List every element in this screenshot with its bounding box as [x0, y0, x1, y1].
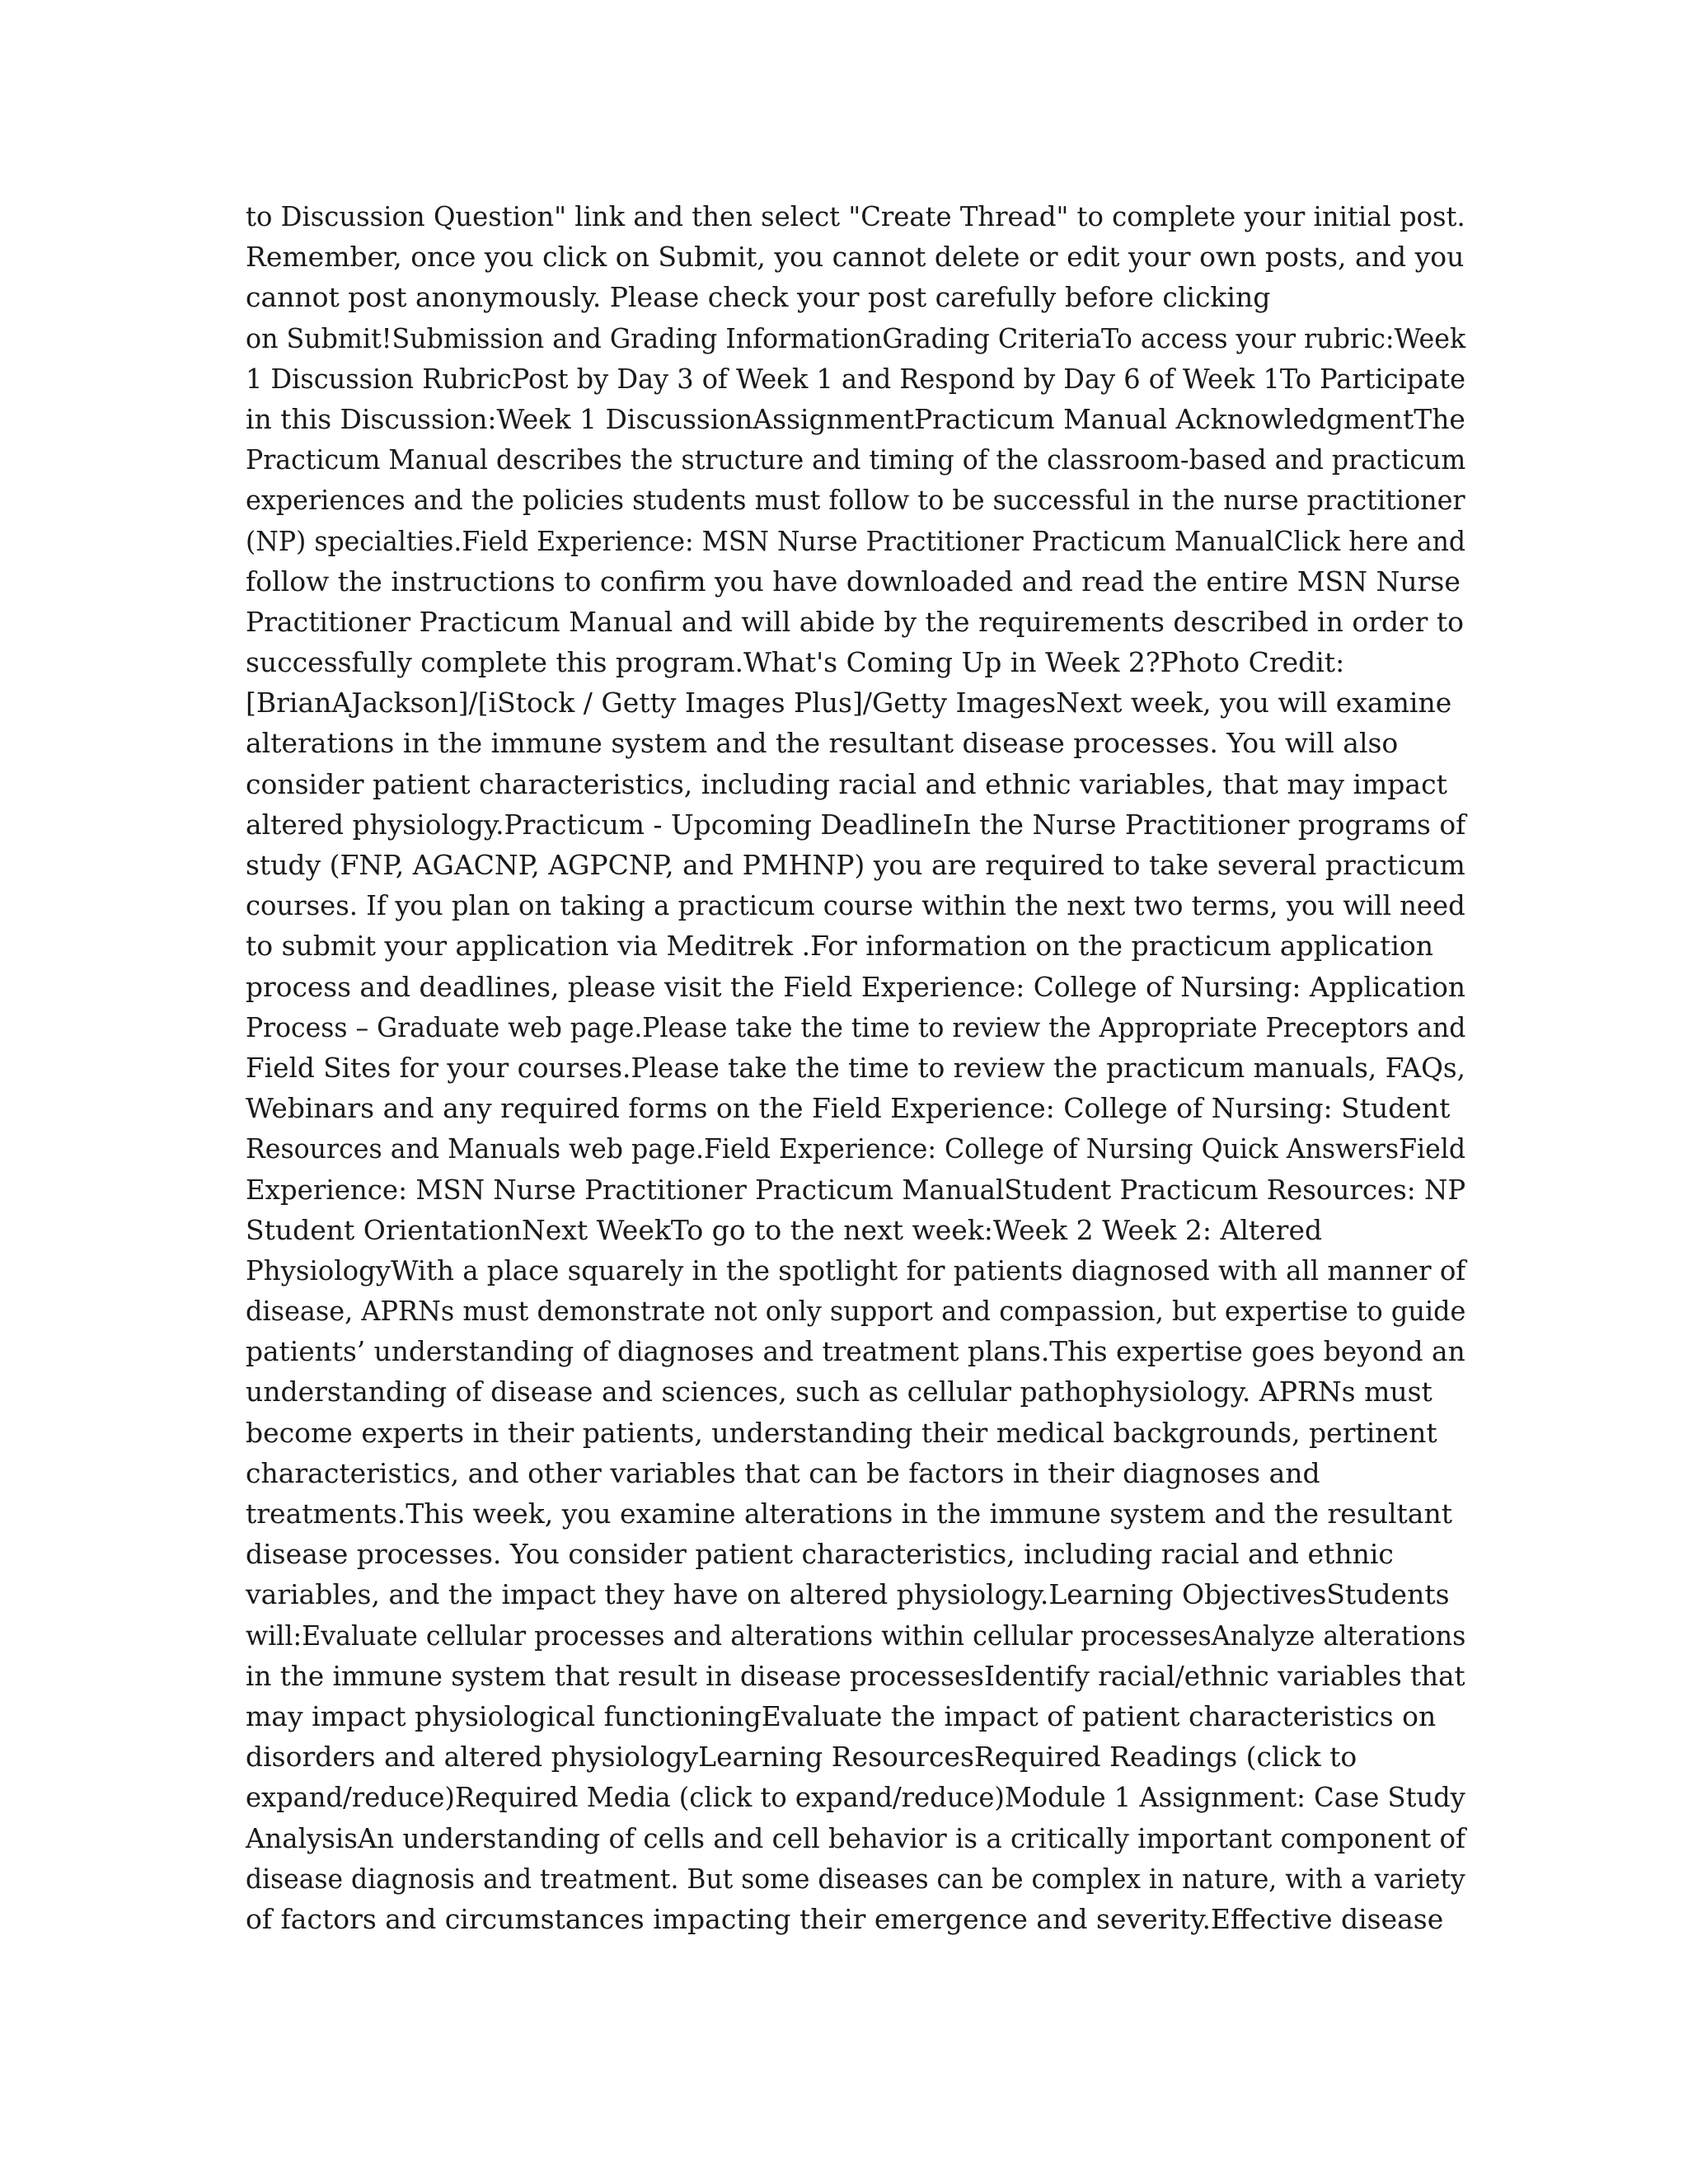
text-line: disease diagnosis and treatment. But some diseases can be complex in nature, with a variety: [246, 1862, 1465, 1895]
text-line: alterations in the immune system and the resultant disease processes. You will also: [246, 727, 1399, 760]
text-line: disease processes. You consider patient characteristics, including racial and ethnic: [246, 1538, 1394, 1571]
text-line: treatments.This week, you examine alterations in the immune system and the resultant: [246, 1497, 1452, 1530]
text-line: 1 Discussion RubricPost by Day 3 of Week 1 and Respond by Day 6 of Week 1To Participate: [246, 362, 1466, 395]
text-line: variables, and the impact they have on altered physiology.Learning ObjectivesStudents: [246, 1578, 1450, 1611]
text-line: will:Evaluate cellular processes and alterations within cellular processesAnalyze alterations: [246, 1619, 1466, 1652]
text-line: on Submit!Submission and Grading InformationGrading CriteriaTo access your rubric:Week: [246, 321, 1466, 354]
text-line: [BrianAJackson]/[iStock / Getty Images Plus]/Getty ImagesNext week, you will examine: [246, 687, 1452, 719]
text-line: patients’ understanding of diagnoses and treatment plans.This expertise goes beyond an: [246, 1335, 1465, 1368]
text-line: disorders and altered physiologyLearning ResourcesRequired Readings (click to: [246, 1741, 1357, 1774]
text-line: Practitioner Practicum Manual and will abide by the requirements described in order to: [246, 605, 1465, 638]
text-line: follow the instructions to confirm you have downloaded and read the entire MSN Nurse: [246, 565, 1461, 598]
text-line: Field Sites for your courses.Please take the time to review the practicum manuals, FAQs,: [246, 1051, 1466, 1084]
text-line: Remember, once you click on Submit, you cannot delete or edit your own posts, and you: [246, 241, 1465, 274]
text-line: AnalysisAn understanding of cells and cell behavior is a critically important component of: [246, 1821, 1465, 1854]
text-line: Resources and Manuals web page.Field Experience: College of Nursing Quick AnswersField: [246, 1132, 1466, 1165]
text-line: consider patient characteristics, including racial and ethnic variables, that may impact: [246, 767, 1447, 800]
text-line: Webinars and any required forms on the Field Experience: College of Nursing: Student: [246, 1092, 1451, 1125]
text-line: to submit your application via Meditrek .For information on the practicum application: [246, 930, 1434, 963]
text-line: courses. If you plan on taking a practicum course within the next two terms, you will need: [246, 889, 1465, 922]
text-line: successfully complete this program.What's Coming Up in Week 2?Photo Credit:: [246, 646, 1345, 679]
text-line: in this Discussion:Week 1 DiscussionAssignmentPracticum Manual AcknowledgmentThe: [246, 402, 1465, 435]
text-line: characteristics, and other variables that can be factors in their diagnoses and: [246, 1456, 1320, 1489]
text-line: to Discussion Question" link and then select "Create Thread" to complete your initial post.: [246, 200, 1465, 232]
text-line: experiences and the policies students must follow to be successful in the nurse practitioner: [246, 484, 1465, 517]
text-line: Student OrientationNext WeekTo go to the next week:Week 2 Week 2: Altered: [246, 1213, 1323, 1246]
text-line: study (FNP, AGACNP, AGPCNP, and PMHNP) you are required to take several practicum: [246, 849, 1465, 881]
text-line: process and deadlines, please visit the Field Experience: College of Nursing: Application: [246, 970, 1466, 1003]
text-line: understanding of disease and sciences, such as cellular pathophysiology. APRNs must: [246, 1376, 1432, 1408]
text-line: PhysiologyWith a place squarely in the spotlight for patients diagnosed with all manner of: [246, 1254, 1466, 1286]
text-line: Experience: MSN Nurse Practitioner Practicum ManualStudent Practicum Resources: NP: [246, 1173, 1466, 1206]
text-line: cannot post anonymously. Please check your post carefully before clicking: [246, 281, 1271, 314]
text-line: expand/reduce)Required Media (click to expand/reduce)Module 1 Assignment: Case Study: [246, 1781, 1465, 1814]
text-line: become experts in their patients, understanding their medical backgrounds, pertinent: [246, 1416, 1437, 1449]
text-line: (NP) specialties.Field Experience: MSN Nurse Practitioner Practicum ManualClick here and: [246, 524, 1466, 557]
text-line: Practicum Manual describes the structure and timing of the classroom-based and practicum: [246, 443, 1466, 476]
text-line: may impact physiological functioningEvaluate the impact of patient characteristics on: [246, 1699, 1437, 1732]
text-line: of factors and circumstances impacting their emergence and severity.Effective disease: [246, 1902, 1444, 1935]
text-line: Process – Graduate web page.Please take the time to review the Appropriate Preceptors and: [246, 1010, 1466, 1043]
body-text: [246, 196, 1465, 1939]
text-line: disease, APRNs must demonstrate not only support and compassion, but expertise to guide: [246, 1295, 1466, 1328]
text-line: altered physiology.Practicum - Upcoming DeadlineIn the Nurse Practitioner programs of: [246, 808, 1466, 841]
text-line: in the immune system that result in disease processesIdentify racial/ethnic variables that: [246, 1659, 1465, 1692]
